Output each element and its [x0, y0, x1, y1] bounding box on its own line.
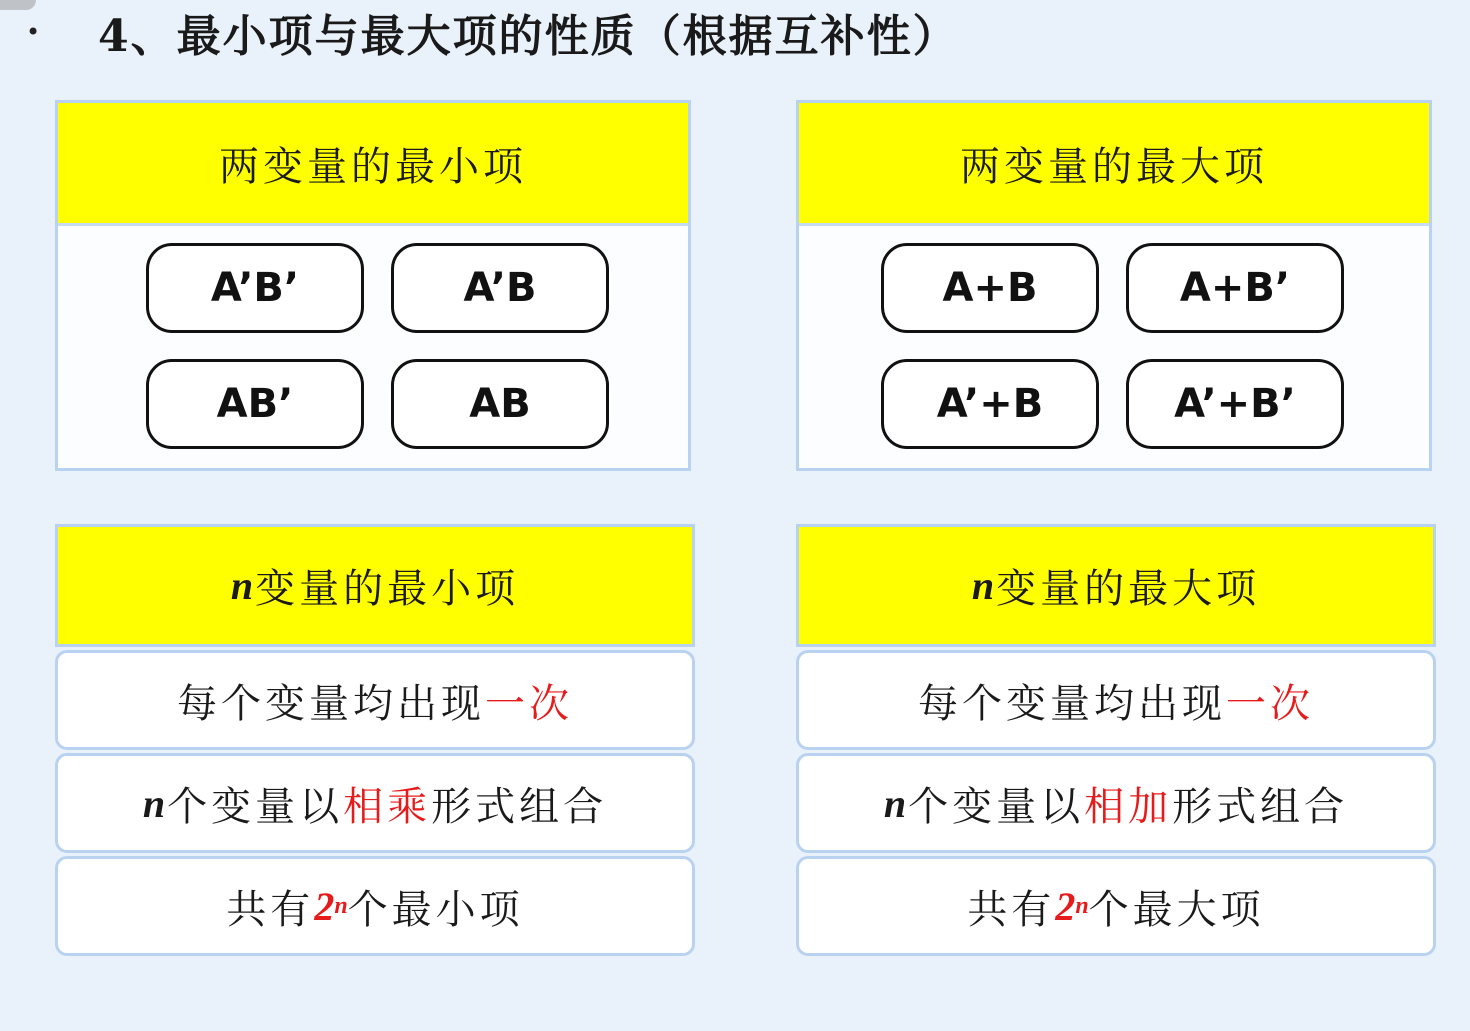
header-text: 变量的最大项	[996, 566, 1261, 612]
panel-minterms-2var	[55, 100, 691, 471]
highlight-text: 相加	[1084, 783, 1173, 830]
row-text: 个变量以	[167, 783, 344, 830]
property-row-count: 共有 2 n 个最大项	[796, 856, 1436, 956]
count-base: 2	[314, 883, 335, 929]
panel-maxterms-2var	[796, 100, 1432, 471]
row-text: 每个变量均出现	[177, 680, 485, 727]
term-pill: A’+B’	[1126, 359, 1344, 449]
bullet-icon: •	[26, 18, 41, 46]
property-row-combination	[796, 753, 1436, 853]
property-row-once	[796, 650, 1436, 750]
row-text: 每个变量均出现	[918, 680, 1226, 727]
properties-header	[55, 524, 695, 647]
variable-n: n	[230, 563, 254, 608]
property-row-combination	[55, 753, 695, 853]
slide-heading	[26, 0, 959, 64]
maxterm-properties	[796, 524, 1436, 956]
row-text: 形式组合	[431, 783, 608, 830]
row-text: 形式组合	[1172, 783, 1349, 830]
count-base: 2	[1055, 883, 1076, 929]
term-pill: A’B’	[146, 243, 364, 333]
properties-header	[796, 524, 1436, 647]
slide-title: 4、最小项与最大项的性质（根据互补性）	[98, 11, 959, 62]
variable-n: n	[971, 563, 995, 608]
term-pill: A’+B	[881, 359, 1099, 449]
header-text: 变量的最小项	[255, 566, 520, 612]
term-pill: A’B	[391, 243, 609, 333]
highlight-text: 相乘	[343, 783, 432, 830]
property-row-once	[55, 650, 695, 750]
term-pill: AB	[391, 359, 609, 449]
panel-title: 两变量的最大项	[799, 103, 1429, 226]
row-text: 个最大项	[1088, 886, 1265, 933]
variable-n: n	[142, 780, 166, 826]
row-text: 共有	[967, 886, 1056, 933]
term-pill: A+B’	[1126, 243, 1344, 333]
term-pill: AB’	[146, 359, 364, 449]
term-pill: A+B	[881, 243, 1099, 333]
minterm-properties	[55, 524, 695, 956]
row-text: 个最小项	[347, 886, 524, 933]
highlight-text: 一次	[1226, 680, 1314, 727]
row-text: 共有	[226, 886, 315, 933]
row-text: 个变量以	[908, 783, 1085, 830]
highlight-text: 一次	[485, 680, 573, 727]
panel-title: 两变量的最小项	[58, 103, 688, 226]
property-row-count: 共有 2 n 个最小项	[55, 856, 695, 956]
variable-n: n	[883, 780, 907, 826]
